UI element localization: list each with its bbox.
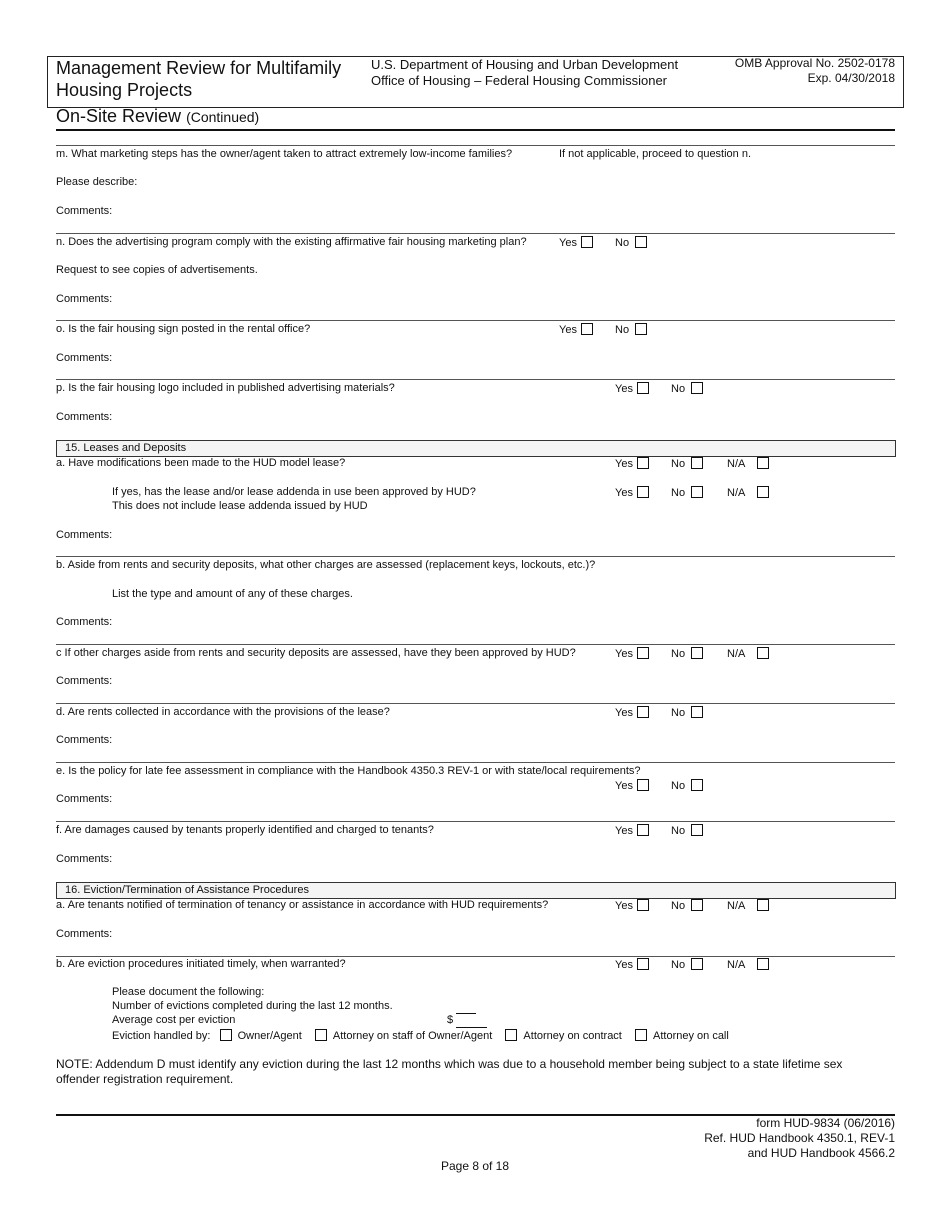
agency-name: U.S. Department of Housing and Urban Development Office of Housing – Federal Housing Commissioner (371, 57, 679, 88)
divider (56, 644, 895, 645)
question-15e-no[interactable]: No (671, 779, 703, 793)
question-15a: a. Have modifications been made to the HUD model lease? (56, 457, 346, 469)
question-n-yes[interactable]: Yes (559, 236, 593, 250)
checkbox[interactable] (757, 486, 769, 498)
section-16-header: 16. Eviction/Termination of Assistance Procedures (56, 882, 896, 899)
divider (56, 556, 895, 557)
question-o-no[interactable]: No (615, 323, 647, 337)
question-16a-na[interactable]: N/A (727, 899, 769, 913)
question-15c-no[interactable]: No (671, 647, 703, 661)
question-p: p. Is the fair housing logo included in published advertising materials? (56, 382, 395, 394)
checkbox[interactable] (691, 706, 703, 718)
checkbox[interactable] (691, 899, 703, 911)
question-15a-sub: If yes, has the lease and/or lease addenda in use been approved by HUD? This does not include lease addenda issued by HUD (112, 486, 476, 512)
checkbox[interactable] (637, 779, 649, 791)
checkbox[interactable] (757, 958, 769, 970)
divider (56, 320, 895, 321)
checkbox[interactable] (637, 824, 649, 836)
question-15c-na[interactable]: N/A (727, 647, 769, 661)
question-m-note: If not applicable, proceed to question n. (559, 148, 752, 160)
average-cost-label: Average cost per eviction (112, 1014, 236, 1026)
comments-label: Comments: (56, 293, 113, 305)
question-15b-sub: List the type and amount of any of these charges. (112, 588, 353, 600)
comments-label: Comments: (56, 928, 113, 940)
question-15c-yes[interactable]: Yes (615, 647, 649, 661)
question-15f-yes[interactable]: Yes (615, 824, 649, 838)
question-n: n. Does the advertising program comply with the existing affirmative fair housing marketing plan? (56, 236, 527, 248)
divider (56, 145, 895, 146)
question-15a-no[interactable]: No (671, 457, 703, 471)
divider (56, 379, 895, 380)
divider (56, 703, 895, 704)
question-15c: c If other charges aside from rents and security deposits are assessed, have they been approved by HUD? (56, 647, 576, 659)
question-16a: a. Are tenants notified of termination of tenancy or assistance in accordance with HUD requirements? (56, 899, 549, 911)
question-15e: e. Is the policy for late fee assessment in compliance with the Handbook 4350.3 REV-1 or with state/local requirements? (56, 765, 641, 777)
question-15b: b. Aside from rents and security deposits, what other charges are assessed (replacement keys, lockouts, etc.)? (56, 559, 596, 571)
comments-label: Comments: (56, 352, 113, 364)
checkbox[interactable] (757, 457, 769, 469)
question-n-no[interactable]: No (615, 236, 647, 250)
question-15e-yes[interactable]: Yes (615, 779, 649, 793)
eviction-handled-by: Eviction handled by: Owner/Agent Attorney on staff of Owner/Agent Attorney on contract Attorney on call (112, 1030, 729, 1042)
question-m-describe: Please describe: (56, 176, 138, 188)
comments-label: Comments: (56, 853, 113, 865)
evictions-count-label: Number of evictions completed during the last 12 months. (112, 1000, 393, 1012)
checkbox[interactable] (635, 236, 647, 248)
attorney-call-checkbox[interactable] (635, 1029, 647, 1041)
checkbox[interactable] (637, 706, 649, 718)
comments-label: Comments: (56, 411, 113, 423)
average-cost-field[interactable] (456, 1027, 487, 1028)
comments-label: Comments: (56, 793, 113, 805)
question-16b-na[interactable]: N/A (727, 958, 769, 972)
question-15d: d. Are rents collected in accordance with the provisions of the lease? (56, 706, 390, 718)
checkbox[interactable] (757, 899, 769, 911)
checkbox[interactable] (581, 236, 593, 248)
owner-agent-checkbox[interactable] (220, 1029, 232, 1041)
evictions-count-field[interactable] (456, 1013, 476, 1014)
title-rule (56, 129, 895, 131)
omb-approval: OMB Approval No. 2502-0178 Exp. 04/30/2018 (734, 56, 895, 85)
checkbox[interactable] (637, 899, 649, 911)
checkbox[interactable] (637, 457, 649, 469)
question-p-no[interactable]: No (671, 382, 703, 396)
checkbox[interactable] (691, 457, 703, 469)
question-16b-no[interactable]: No (671, 958, 703, 972)
question-15a-na[interactable]: N/A (727, 457, 769, 471)
checkbox[interactable] (691, 486, 703, 498)
checkbox[interactable] (691, 779, 703, 791)
question-15f-no[interactable]: No (671, 824, 703, 838)
question-15a-sub-no[interactable]: No (671, 486, 703, 500)
question-o-yes[interactable]: Yes (559, 323, 593, 337)
question-15f: f. Are damages caused by tenants properly identified and charged to tenants? (56, 824, 434, 836)
question-16b: b. Are eviction procedures initiated timely, when warranted? (56, 958, 346, 970)
checkbox[interactable] (691, 382, 703, 394)
question-16a-yes[interactable]: Yes (615, 899, 649, 913)
question-o: o. Is the fair housing sign posted in the rental office? (56, 323, 311, 335)
attorney-contract-checkbox[interactable] (505, 1029, 517, 1041)
comments-label: Comments: (56, 734, 113, 746)
checkbox[interactable] (637, 382, 649, 394)
checkbox[interactable] (637, 486, 649, 498)
question-15d-no[interactable]: No (671, 706, 703, 720)
page-title: On-Site Review (Continued) (56, 106, 260, 126)
question-m: m. What marketing steps has the owner/agent taken to attract extremely low-income families? (56, 148, 513, 160)
comments-label: Comments: (56, 675, 113, 687)
divider (56, 956, 895, 957)
note: NOTE: Addendum D must identify any eviction during the last 12 months which was due to a household member being subject to a state lifetime sex offender registration requirement. (56, 1057, 843, 1086)
footer-reference: form HUD-9834 (06/2016) Ref. HUD Handbook 4350.1, REV-1 and HUD Handbook 4566.2 (704, 1116, 895, 1160)
checkbox[interactable] (635, 323, 647, 335)
comments-label: Comments: (56, 529, 113, 541)
checkbox[interactable] (637, 958, 649, 970)
question-15a-yes[interactable]: Yes (615, 457, 649, 471)
divider (56, 821, 895, 822)
question-15a-sub-na[interactable]: N/A (727, 486, 769, 500)
page-number: Page 8 of 18 (440, 1159, 510, 1173)
question-15d-yes[interactable]: Yes (615, 706, 649, 720)
question-16a-no[interactable]: No (671, 899, 703, 913)
question-16b-yes[interactable]: Yes (615, 958, 649, 972)
attorney-staff-checkbox[interactable] (315, 1029, 327, 1041)
question-15a-sub-yes[interactable]: Yes (615, 486, 649, 500)
divider (56, 762, 895, 763)
document-intro: Please document the following: (112, 986, 265, 998)
comments-label: Comments: (56, 205, 113, 217)
dollar-sign: $ (447, 1014, 454, 1026)
divider (56, 233, 895, 234)
checkbox[interactable] (581, 323, 593, 335)
question-n-request: Request to see copies of advertisements. (56, 264, 258, 276)
question-p-yes[interactable]: Yes (615, 382, 649, 396)
checkbox[interactable] (757, 647, 769, 659)
checkbox[interactable] (691, 958, 703, 970)
section-15-header: 15. Leases and Deposits (56, 440, 896, 457)
comments-label: Comments: (56, 616, 113, 628)
checkbox[interactable] (691, 647, 703, 659)
form-title: Management Review for Multifamily Housing Projects (56, 58, 342, 100)
checkbox[interactable] (637, 647, 649, 659)
checkbox[interactable] (691, 824, 703, 836)
